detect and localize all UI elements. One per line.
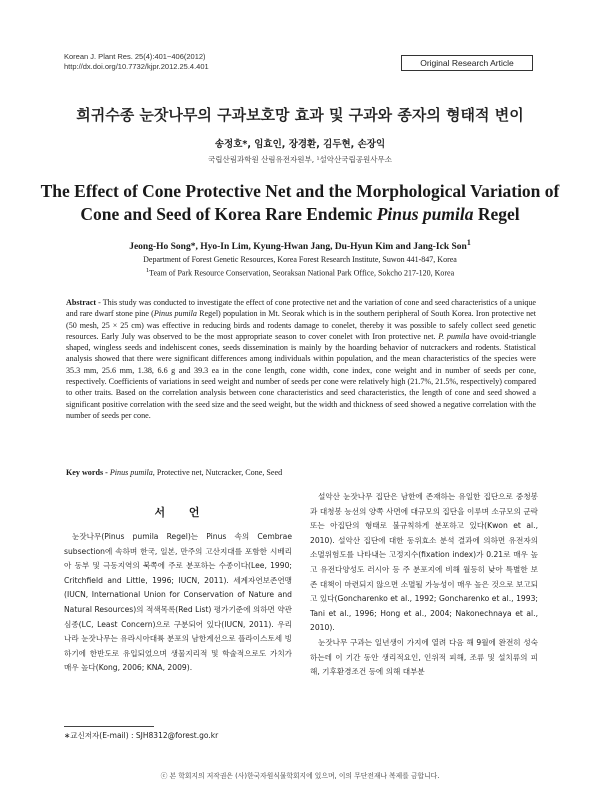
english-title-species: Pinus pumila bbox=[376, 204, 474, 224]
journal-citation: Korean J. Plant Res. 25(4):401~406(2012) bbox=[64, 52, 206, 61]
body-column-right bbox=[310, 490, 538, 680]
english-title-line2 bbox=[0, 203, 600, 226]
body-column-left bbox=[64, 490, 292, 676]
corresponding-author-footnote: ∗교신저자(E-mail) : SJH8312@forest.go.kr bbox=[64, 731, 219, 740]
english-title-suffix: Regel bbox=[473, 204, 520, 224]
author-affil-sup: 1 bbox=[466, 238, 471, 247]
footnote-divider bbox=[64, 726, 154, 727]
intro-right-paragraph-2: 눈잣나무 구과는 일년생이 가지에 열려 다음 해 9월에 완전히 성숙하는데 이 기간 동안 생리적요인, 인위적 피해, 조류 및 설치류의 피해, 기후환경조건 등에 의해 대부분 bbox=[310, 637, 538, 677]
affil2-sup: 1 bbox=[145, 267, 150, 274]
intro-right-paragraph-1: 설악산 눈잣나무 집단은 남한에 존재하는 유일한 집단으로 중청봉과 대청봉 능선의 양쪽 사면에 대규모의 집단을 이루며 소규모의 군락 또는 아집단의 형태로 불규칙하게 분포하고 있다(Kwon et al., 2010). 설악산 집단에 대한 동위효소 분석 결과에 의하면 유전자의 소멸위험도를 나타내는 고정지수(fixation index)가 0.21로 매우 높고 유전다양성도 러시아 등 주 분포지에 비해 월등히 낮아 특별한 보존 대책이 마련되지 않으면 소멸될 가능성이 매우 높은 것으로 보고되고 있다(Goncharenko et al., 1992; Goncharenko et al., 1993; Tani et al., 1996; Hong et al., 2004; Nakonechnaya et al., 2010). bbox=[310, 492, 538, 633]
english-authors bbox=[0, 238, 600, 252]
abstract-label: Abstract bbox=[66, 298, 97, 307]
english-affiliation-1: Department of Forest Genetic Resources, Korea Forest Research Institute, Suwon 441-847, Korea bbox=[143, 255, 457, 264]
english-affiliation-2-line bbox=[0, 265, 600, 279]
english-title bbox=[0, 180, 600, 226]
abstract-p2: Regel) population in Mt. Seorak which is in the southern peripheral of South Korea. Iron protective net (50 mesh, 25 × 25 cm) was effective in reducing birds and rodents damage to conelet, thereby it was possible to safely collect seed genetic resources. Early July was observed to be the most appropriate season to cover conelet with Iron protective net. bbox=[66, 309, 536, 341]
english-affiliation bbox=[0, 254, 600, 279]
abstract-species1: Pinus pumila bbox=[153, 309, 197, 319]
journal-doi[interactable]: http://dx.doi.org/10.7732/kjpr.2012.25.4.401 bbox=[64, 62, 209, 71]
keywords-species: Pinus pumila bbox=[109, 468, 153, 477]
english-affiliation-2: Team of Park Resource Conservation, Seoraksan National Park Office, Sokcho 217-120, Korea bbox=[149, 268, 455, 278]
intro-heading: 서 언 bbox=[154, 506, 210, 519]
korean-title: 희귀수종 눈잣나무의 구과보호망 효과 및 구과와 종자의 형태적 변이 bbox=[76, 106, 524, 124]
korean-authors: 송정호*, 임효인, 장경환, 김두현, 손장익 bbox=[214, 139, 386, 150]
journal-header bbox=[64, 52, 209, 72]
english-title-line1: The Effect of Cone Protective Net and the Morphological Variation of bbox=[40, 181, 560, 201]
abstract bbox=[66, 297, 536, 421]
intro-left-paragraph: 눈잣나무(Pinus pumila Regel)는 Pinus 속의 Cembrae subsection에 속하며 한국, 일본, 만주의 고산지대를 포함한 시베리아 동부 및 극동지역의 북쪽에 주로 분포하는 수종이다(Lee, 1990; Critchfield and Little, 1996; IUCN, 2011). 세계자연보존연맹(IUCN, International Union for Conservation of Nature and Natural Resources)의 적색목록(Red List) 평가기준에 의하면 약관심종(LC, Least Concern)으로 구분되어 있다(IUCN, 2011). 우리나라 눈잣나무는 유라시아대륙 분포의 남한계선으로 플라이스토세 빙하기에 한반도로 유입되었으며 생물지리적 및 학술적으로도 가치가 매우 높다(Kong, 2006; KNA, 2009). bbox=[64, 532, 292, 673]
article-type-badge: Original Research Article bbox=[401, 55, 533, 71]
abstract-species2: P. pumila bbox=[438, 331, 470, 341]
keywords bbox=[66, 467, 536, 478]
abstract-p3: have ovoid-triangle shaped, wingless seeds and indehiscent cones, seeds dissemination is mainly by the hoarding behavior of nutcrackers and rodents. Statistical analysis showed that there were significant differences among individuals within population, and the mean characteristics of the species were 35.3 mm, 25.6 mm, 1.38, 6.6 g and 39.3 ea in the cone length, cone width, cone index, cone weight and in number of seeds per cone, respectively. Coefficients of variations in seed weight and number of seeds per cone were relatively high (21.7%, 21.5%, respectively) compared to other traits. Based on the correlation analysis between cone characteristics and seed characteristics, the length of cone and seed showed a significant positive correlation with the seed size and the seed weight, but the width and thickness of seed showed a negative correlation with the number of seeds per cone. bbox=[66, 331, 536, 420]
keywords-rest: , Protective net, Nutcracker, Cone, Seed bbox=[152, 468, 283, 477]
english-authors-text: Jeong-Ho Song*, Hyo-In Lim, Kyung-Hwan Jang, Du-Hyun Kim and Jang-Ick Son bbox=[129, 242, 467, 253]
english-title-prefix: Cone and Seed of Korea Rare Endemic bbox=[80, 204, 377, 224]
copyright-notice: ⓒ 본 학회지의 저작권은 (사)한국자원식물학회지에 있으며, 이의 무단전재나 복제를 금합니다. bbox=[160, 772, 440, 780]
abstract-p1: - This study was conducted to investigate the effect of cone protective net and the variation of cone and seed characteristics of a unique and rare dwarf stone pine ( bbox=[66, 298, 536, 319]
keywords-label: Key words - bbox=[66, 468, 110, 477]
korean-affiliation: 국립산림과학원 산림유전자원부, ¹설악산국립공원사무소 bbox=[207, 155, 393, 164]
